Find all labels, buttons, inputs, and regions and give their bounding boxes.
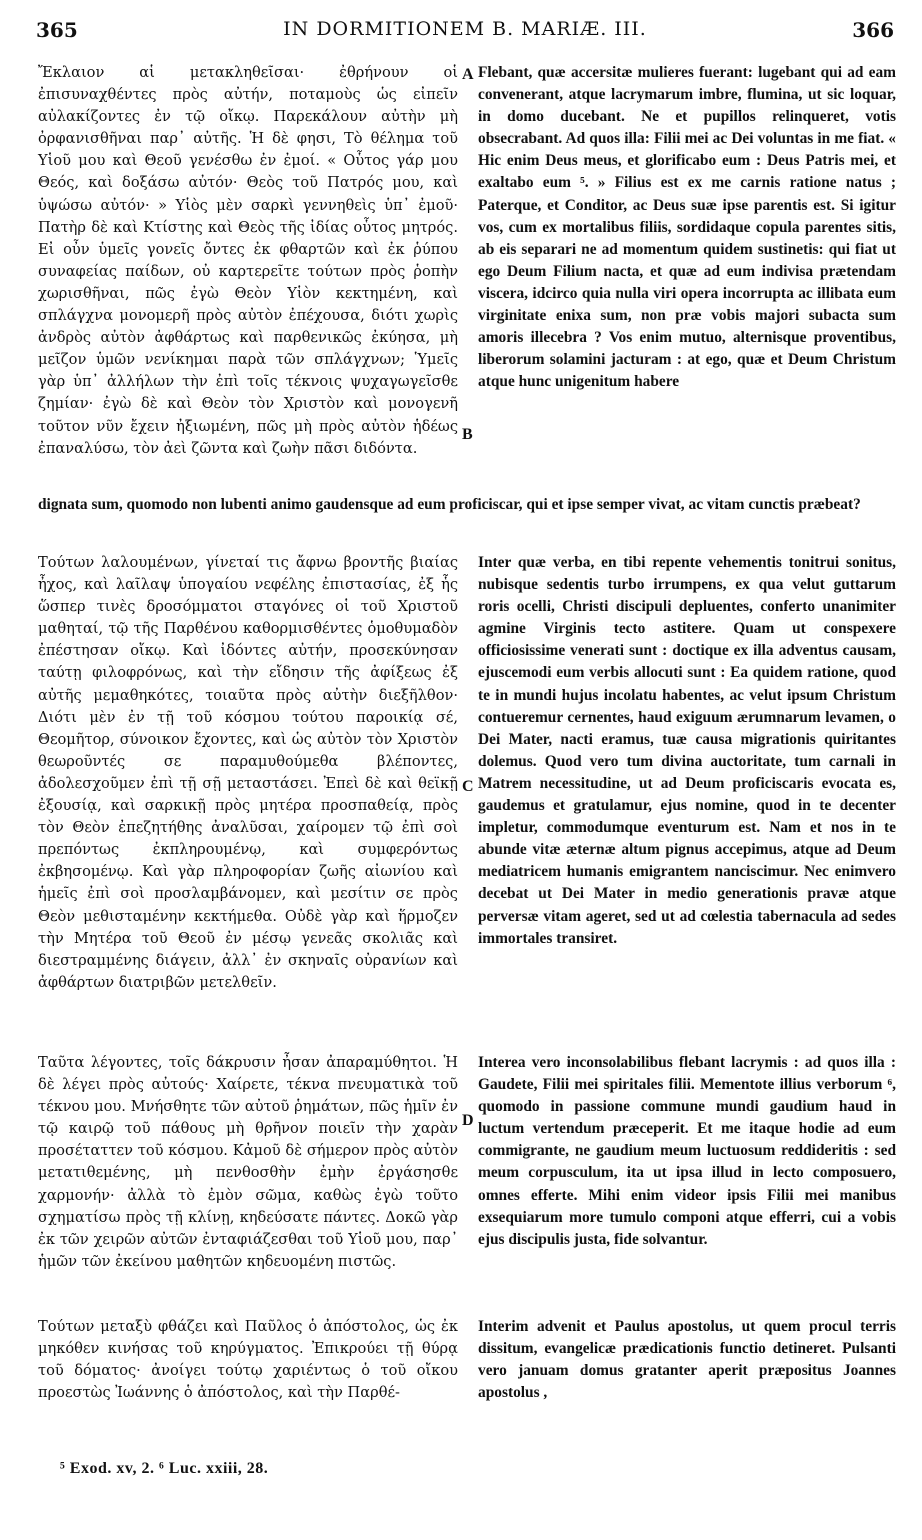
greek-text: Ταῦτα λέγοντες, τοῖς δάκρυσιν ἦσαν ἀπαραμύθητοι. Ἡ δὲ λέγει πρὸς αὐτούς· Χαίρετε, τέκνα πνευματικὰ τοῦ τέκνου μου. Μνήσθητε τῶν αὐτοῦ ῥημάτων, πῶς ἡμῖν ἐν τῷ καιρῷ τοῦ πάθους μὴ θρῆνον ποιεῖν τὴν χαρὰν προσέταττεν τοῦ κόσμου. Κἀμοῦ δὲ σήμερον πρὸς αὐτὸν μετατιθεμένης, μὴ πενθοσθὴν ἐμὴν ἐργάσησθε χαρμονήν· ἀλλὰ τὸ ἐμὸν σῶμα, καθὼς ἐγὼ τοῦτο σχηματίσω πρὸς τῇ κλίνῃ, κηδεύσατε πάντες. Δοκῶ γὰρ ἐκ τῶν χειρῶν αὐτῶν ἐνταφιάζεσθαι τοῦ Υἱοῦ μου, παρ᾽ ἡμῶν τῶν ἐκείνου μαθητῶν κηδευομένη πιστῶς. [38,1054,458,1270]
greek-text: Τούτων λαλουμένων, γίνεταί τις ἄφνω βροντῆς βιαίας ἦχος, καὶ λαῖλαψ ὑπογαίου νεφέλης ἐπιστασίας, ἐξ ἧς ὥσπερ τινὲς δροσόμματοι σταγόνες οἱ τοῦ Χριστοῦ μαθηταί, τῷ τῆς Παρθένου καθορμισθέντες ὁμοθυμαδὸν ἐπέστησαν οἴκῳ. Καὶ ἰδόντες αὐτήν, προσεκύνησαν ταύτῃ φιλοφρόνως, καὶ τὴν εἴδησιν τῆς ἀφίξεως ἐξ αὐτῆς μεμαθηκότες, τοιαῦτα πρὸς αὐτὴν διεξῆλθον· Διότι μὲν ἐν τῇ τοῦ κόσμου τούτου παροικίᾳ σέ, Θεομῆτορ, σύνοικον ἔχοντες, καὶ ὡς αὐτὸν τὸν Χριστὸν θεωροῦντές σε παραμυθούμεθα βλέποντες, ἀδολεσχοῦμεν ἐπὶ τῇ σῇ μεταστάσει. Ἐπεὶ δὲ καὶ θεϊκῇ ἐξουσίᾳ, καὶ σαρκικῇ πρὸς μητέρα προσπαθείᾳ, πρὸς τὸν Θεὸν ἐπεζητήθης ἀναλῦσαι, χαίρομεν τῷ ἐπὶ σοὶ πρεπόντως ἐκπληρουμένῳ, καὶ συμφερόντως ἐκβησομένῳ. Καὶ γὰρ πληροφορίαν ζωῆς αἰωνίου καὶ ἡμεῖς ἐπὶ σοὶ προσλαμβάνομεν, καὶ μεσίτιν σε πρὸς Θεὸν μεθισταμένην κεκτήμεθα. Οὐδὲ γὰρ καὶ ἥρμοζεν τὴν Μητέρα τοῦ Θεοῦ ἐν μέσῳ γενεᾶς σκολιᾶς καὶ διεστραμμένης διάγειν, ἀλλ᾽ ἐν σκηναῖς οὐρανίων καὶ ἀφθάρτων διατριβῶν μετελθεῖν. [38,554,458,991]
latin-text: Interea vero inconsolabilibus flebant lacrymis : ad quos illa : Gaudete, Filii mei spiritales filii. Mementote illius verborum ⁶, quomodo in passione commune mundi gaudium haud in luctum vertendum præceperit. Et me itaque hodie ad eum commigrante, ne gaudium meum luctuosum reddideritis : sed meum corpusculum, ita ut ipsa illud in lecto composuero, omnes efferte. Mihi enim videor ipsis Filii mei manibus exsequiarum more tumulo componi atque efferri, cui a vobis ejus discipulis justa, fide solvantur. [478,1054,896,1248]
latin-text: Interim advenit et Paulus apostolus, ut quem procul terris dissitum, evangelicæ prædicationis functio detineret. Pulsanti vero januam domus gratanter aperit præpositus Joannes apostolus , [478,1318,896,1402]
greek-paragraph-2 [38,552,458,994]
margin-marker-d: D [462,1112,474,1129]
latin-paragraph-4 [478,1316,896,1404]
greek-paragraph-1 [38,62,458,460]
margin-marker-b: B [462,426,473,443]
page-number-right: 366 [852,18,894,42]
margin-marker-a: A [462,66,474,83]
page-header [36,14,894,42]
latin-paragraph-1 [478,62,896,393]
greek-text: Τούτων μεταξὺ φθάζει καὶ Παῦλος ὁ ἀπόστολος, ὡς ἐκ μηκόθεν κινήσας τοῦ κηρύγματος. Ἐπικρούει τῇ θύρᾳ τοῦ δόματος· ἀνοίγει τούτῳ χαριέντως ὁ τοῦ οἴκου προεστὼς Ἰωάννης ὁ ἀπόστολος, καὶ τὴν Παρθέ- [38,1318,458,1402]
margin-marker-c: C [462,778,474,795]
latin-spanning-line: dignata sum, quomodo non lubenti animo gaudensque ad eum proficiscar, qui et ipse semper vivat, ac vitam cunctis præbeat? [38,496,861,513]
latin-text: Flebant, quæ accersitæ mulieres fuerant: lugebant qui ad eam convenerant, atque lacrymarum imbre, flumina, ut sic loquar, in domo ducebant. Ne et pupillos relinqueret, votis obsecrabant. Ad quos illa: Filii mei ac Dei voluntas in me fiat. « Hic enim Deus meus, et glorificabo eum : Deus Patris mei, et exaltabo eum ⁵. » Filius est ex me carnis ratione natus ; Paterque, et Conditor, ac Deus suæ ipse parentis est. Si igitur vos, cum ex mortalibus filiis, sordidaque copula parentes sitis, ab eis separari ne ad momentum quidem sustinetis: qui fiat ut ego Deum Filium nacta, et quæ ad eum indivisa prætendam viscera, idcirco quia nulla viri opera incorrupta ac illibata eum virginitate enixa sum, non præ vobis majori subacta sum amoris illecebra ? Vos enim mutuo, alternisque proventibus, liberorum solamini jacturam : at ego, quæ et Deum Christum atque hunc unigenitum habere [478,64,896,391]
page-number-left: 365 [36,18,78,42]
latin-paragraph-2 [478,552,896,950]
latin-text: Inter quæ verba, en tibi repente vehementis tonitrui sonitus, nubisque sedentis turbo irrumpens, ex qua velut guttarum roris ocelli, Christi discipuli depluentes, conferto unanimiter agmine Virginis tecto astitere. Quam ut conspexere officiosissime venerati sunt : doctique ex illa adventus causam, ejuscemodi eum verbis allocuti sunt : Ea quidem ratione, quod te in mundi hujus incolatu habentes, ac velut ipsum Christum contueremur cernentes, haud exiguum ærumnarum levamen, o Dei Mater, nacti eramus, tuæ causa migrationis quiritantes dolemus. Quod vero tum divina auctoritate, tum carnali in Matrem necessitudine, ut ad Deum proficiscaris evocata es, gaudemus et gratulamur, ejus nomine, quod in te decenter impletur, commodumque eventurum est. Nam et nos in te abunde vitæ æternæ altum pignus accepimus, atque ad Deum mediatricem humanis emigrantem nanciscimur. Nec enimvero decebat ut Dei Mater in medio generationis pravæ atque perversæ vitam ageret, sed ut ad cœlestia tabernacula ad sedes immortales transiret. [478,554,896,947]
greek-text: Ἔκλαιον αἱ μετακληθεῖσαι· ἐθρήνουν οἱ ἐπισυναχθέντες πρὸς αὐτήν, ποταμοὺς ὡς εἰπεῖν αὐλακίζοντες ἐν τῷ οἴκῳ. Παρεκάλουν αὐτὴν μὴ ὀρφανισθῆναι παρ᾽ αὐτῆς. Ἡ δὲ φησι, Τὸ θέλημα τοῦ Υἱοῦ μου καὶ Θεοῦ γενέσθω ἐν ἐμοί. « Οὗτος γάρ μου Θεός, καὶ δοξάσω αὐτόν· Θεὸς τοῦ Πατρός μου, καὶ ὑψώσω αὐτόν· » Υἱὸς μὲν σαρκὶ γεννηθεὶς ὑπ᾽ ἐμοῦ· Πατὴρ δὲ καὶ Κτίστης καὶ Θεὸς τῆς ἰδίας οὗτος μητρός. Εἰ οὖν ὑμεῖς γονεῖς ὄντες ἐκ φθαρτῶν καὶ ἐκ ῥύπου συναφείας παίδων, οὐ καρτερεῖτε τούτων πρὸς ῥοπὴν χωρισθῆναι, πῶς ἐγὼ Θεὸν Υἱὸν κεκτημένη, καὶ σπλάγχνα μονομερῆ πρὸς αὐτὸν ἐπέχουσα, διότι χωρὶς ἀνδρὸς αὐτὸν ἀφθάρτως καὶ παρθενικῶς ἐκύησα, μὴ μεῖζον ὑμῶν νενίκημαι παρὰ τῶν σπλάγχνων; Ὑμεῖς γὰρ ὑπ᾽ ἀλλήλων τὴν ἐπὶ τοῖς τέκνοις ψυχαγωγεῖσθε ζημίαν· ἐγὼ δὲ καὶ Θεὸν τὸν Χριστὸν καὶ μονογενῆ τοῦτον νῦν ἔχειν ἠξιωμένη, πῶς μὴ πρὸς αὐτὸν ἡδέως ἐπαναλύσω, τὸν ἀεὶ ζῶντα καὶ ζωὴν πᾶσι διδόντα. [38,64,458,457]
footnotes: ⁵ Exod. xv, 2. ⁶ Luc. xxiii, 28. [60,1460,269,1477]
greek-paragraph-4 [38,1316,458,1404]
latin-paragraph-3 [478,1052,896,1251]
greek-paragraph-3 [38,1052,458,1273]
running-title: IN DORMITIONEM B. MARIÆ. III. [283,18,647,40]
